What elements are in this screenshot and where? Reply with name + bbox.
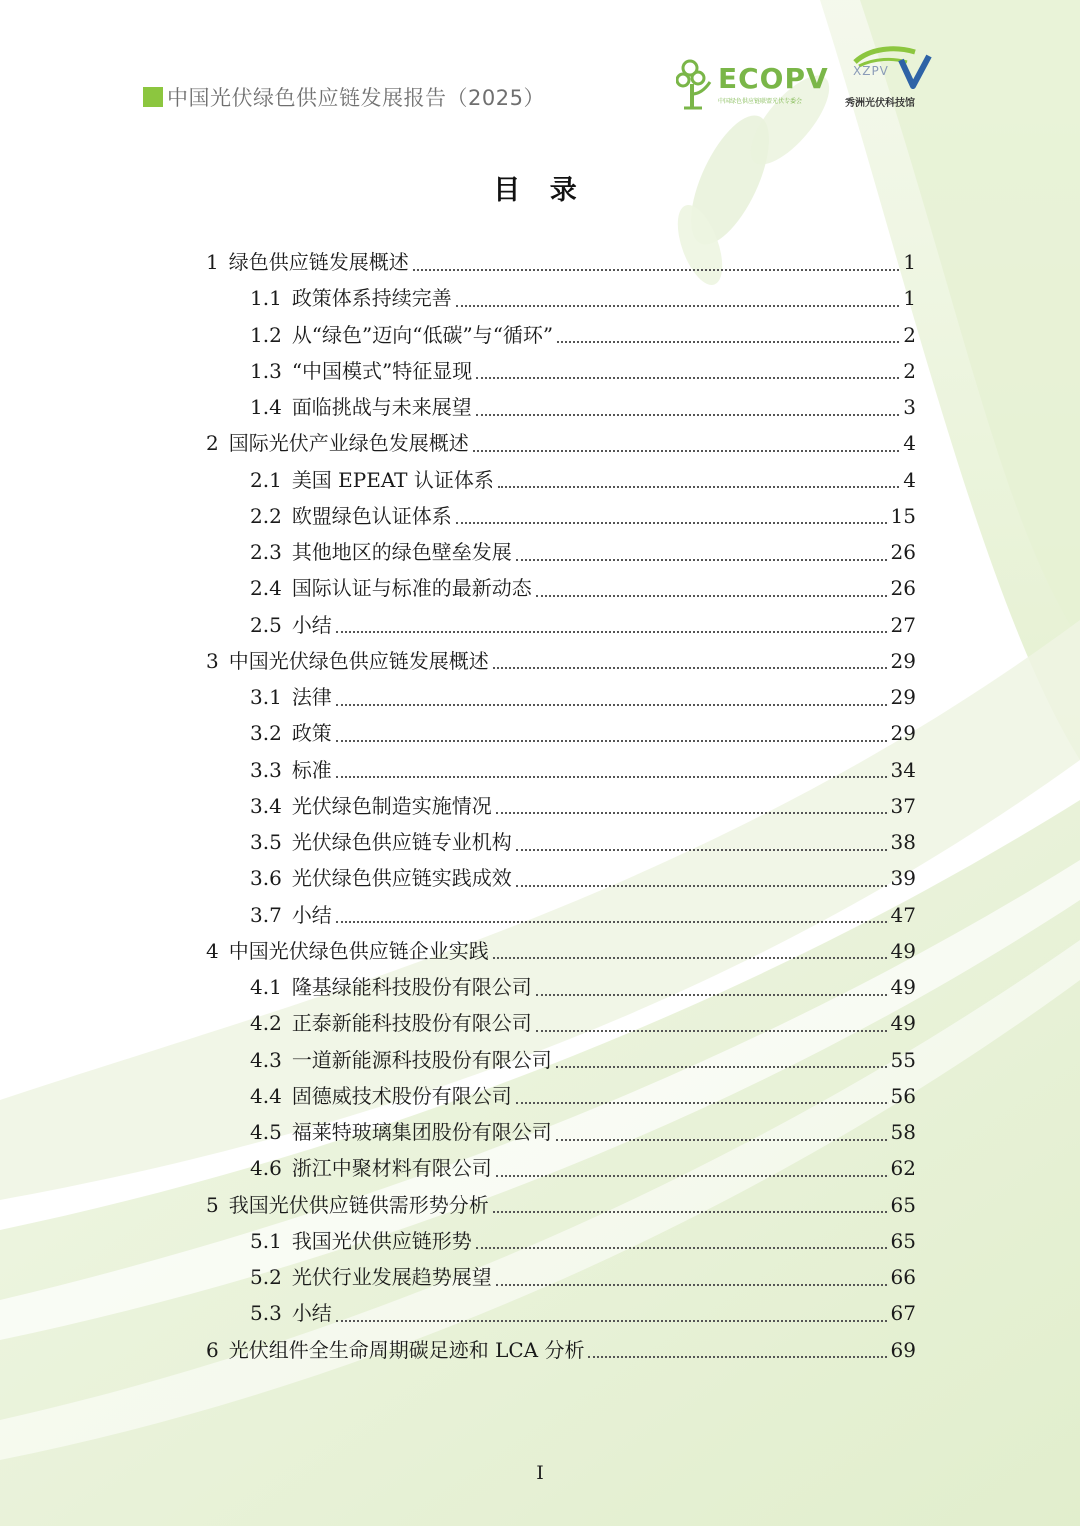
toc-leader-dots — [516, 848, 887, 851]
toc-entry[interactable] — [250, 863, 916, 893]
toc-leader-dots — [516, 1101, 887, 1104]
toc-entry-title: 隆基绿能科技股份有限公司 — [291, 975, 532, 999]
toc-leader-dots — [516, 558, 887, 561]
toc-entry-page: 26 — [890, 540, 916, 564]
toc-entry-page: 34 — [890, 757, 916, 782]
toc-entry-number: 2 — [206, 431, 219, 456]
toc-entry-number: 4 — [206, 938, 219, 963]
toc-entry-number: 4.5 — [250, 1120, 282, 1144]
xzpv-logo — [845, 44, 935, 114]
toc-entry-number: 4.2 — [250, 1011, 282, 1036]
toc-entry[interactable] — [250, 682, 916, 712]
toc-entry-title: 欧盟绿色认证体系 — [291, 503, 452, 528]
toc-leader-dots — [476, 413, 899, 416]
toc-entry-number: 3.2 — [250, 721, 282, 746]
toc-leader-dots — [493, 666, 887, 669]
toc-entry[interactable] — [250, 1226, 916, 1256]
toc-entry-page: 1 — [903, 250, 916, 274]
toc-entry-title: 标准 — [291, 757, 332, 782]
toc-leader-dots — [516, 884, 887, 887]
toc-entry-title: 福莱特玻璃集团股份有限公司 — [291, 1120, 552, 1144]
toc-entry-page: 49 — [890, 975, 916, 999]
toc-entry-number: 5.3 — [250, 1301, 282, 1326]
toc-entry-number: 5.1 — [250, 1228, 282, 1253]
toc-entry-title: 法律 — [291, 685, 332, 709]
toc-entry-title: 政策体系持续完善 — [291, 286, 452, 311]
ecopv-logo-text: ECOPV — [718, 62, 829, 95]
toc-entry-page: 29 — [890, 685, 916, 709]
toc-entry-page: 15 — [890, 503, 916, 528]
toc-entry-title: 我国光伏供应链形势 — [291, 1228, 472, 1253]
toc-leader-dots — [536, 993, 887, 996]
toc-entry[interactable] — [206, 1335, 916, 1365]
toc-leader-dots — [336, 920, 887, 923]
toc-entry-title: 中国光伏绿色供应链企业实践 — [228, 938, 489, 963]
toc-entry-number: 3 — [206, 648, 219, 673]
toc-entry-page: 4 — [903, 467, 916, 492]
toc-entry-page: 58 — [890, 1120, 916, 1144]
toc-entry-number: 4.6 — [250, 1156, 282, 1181]
toc-leader-dots — [476, 1246, 887, 1249]
toc-entry[interactable] — [250, 356, 916, 386]
header-accent-square — [143, 87, 163, 107]
toc-leader-dots — [456, 521, 887, 524]
toc-entry-number: 1.1 — [250, 286, 282, 311]
toc-entry[interactable] — [250, 1045, 916, 1075]
toc-entry[interactable] — [206, 936, 916, 966]
plant-icon — [676, 58, 716, 112]
toc-leader-dots — [456, 304, 899, 307]
toc-leader-dots — [557, 340, 899, 343]
toc-entry-number: 3.1 — [250, 685, 282, 709]
toc-entry[interactable] — [250, 392, 916, 422]
toc-entry[interactable] — [250, 1262, 916, 1292]
toc-entry-page: 66 — [890, 1265, 916, 1289]
toc-entry-page: 1 — [903, 286, 916, 311]
toc-entry-page: 62 — [890, 1156, 916, 1181]
toc-entry-page: 65 — [890, 1228, 916, 1253]
toc-entry-title: 正泰新能科技股份有限公司 — [291, 1011, 532, 1036]
toc-entry-page: 26 — [890, 576, 916, 601]
toc-entry-page: 49 — [890, 1011, 916, 1036]
toc-entry-number: 1.3 — [250, 358, 282, 383]
toc-entry[interactable] — [206, 247, 916, 277]
toc-entry-page: 27 — [890, 612, 916, 637]
xzpv-logo-text: XZPV — [853, 64, 889, 78]
toc-entry-number: 5.2 — [250, 1265, 282, 1289]
toc-entry-title: “中国模式”特征显现 — [291, 358, 473, 383]
toc-entry-page: 47 — [890, 902, 916, 927]
toc-leader-dots — [336, 703, 887, 706]
toc-entry[interactable] — [250, 283, 916, 313]
toc-entry[interactable] — [250, 791, 916, 821]
toc-leader-dots — [536, 1029, 887, 1032]
toc-entry-page: 38 — [890, 830, 916, 854]
toc-entry-number: 3.5 — [250, 830, 282, 854]
toc-entry-page: 55 — [890, 1047, 916, 1072]
toc-entry-number: 1.2 — [250, 322, 282, 347]
toc-leader-dots — [496, 811, 887, 814]
page-number: I — [536, 1462, 544, 1484]
toc-entry[interactable] — [250, 320, 916, 350]
toc-entry-title: 一道新能源科技股份有限公司 — [291, 1047, 552, 1072]
toc-entry-page: 37 — [890, 793, 916, 818]
toc-entry[interactable] — [250, 1117, 916, 1147]
toc-entry-title: 政策 — [291, 721, 332, 746]
ecopv-logo-subtitle: 中国绿色供应链联盟光伏专委会 — [718, 98, 803, 105]
toc-entry[interactable] — [250, 1153, 916, 1183]
toc-entry[interactable] — [206, 646, 916, 676]
toc-entry-title: 其他地区的绿色壁垒发展 — [291, 540, 512, 564]
toc-entry-page: 4 — [903, 431, 916, 456]
toc-entry-title: 固德威技术股份有限公司 — [291, 1083, 512, 1108]
toc-entry-number: 6 — [206, 1337, 219, 1362]
toc-entry[interactable] — [250, 718, 916, 748]
toc-entry-number: 2.2 — [250, 503, 282, 528]
toc-entry-title: 光伏绿色供应链专业机构 — [291, 830, 512, 854]
toc-entry-number: 2.3 — [250, 540, 282, 564]
toc-entry-number: 2.1 — [250, 467, 282, 492]
toc-entry-number: 1.4 — [250, 395, 282, 419]
toc-title: 目 录 — [493, 175, 587, 206]
report-header — [143, 82, 545, 112]
toc-entry-number: 2.5 — [250, 612, 282, 637]
toc-entry-page: 56 — [890, 1083, 916, 1108]
toc-entry-page: 65 — [890, 1192, 916, 1217]
toc-leader-dots — [336, 1319, 887, 1322]
toc-entry-page: 67 — [890, 1301, 916, 1326]
toc-entry[interactable] — [250, 972, 916, 1002]
toc-entry-page: 3 — [903, 395, 916, 419]
toc-leader-dots — [498, 485, 899, 488]
toc-leader-dots — [413, 268, 900, 271]
toc-entry-number: 5 — [206, 1192, 219, 1217]
toc-entry-title: 浙江中聚材料有限公司 — [291, 1156, 492, 1181]
toc-entry-title: 面临挑战与未来展望 — [291, 395, 472, 419]
toc-entry-number: 3.4 — [250, 793, 282, 818]
toc-leader-dots — [588, 1355, 886, 1358]
toc-leader-dots — [496, 1174, 887, 1177]
toc-entry[interactable] — [250, 573, 916, 603]
toc-entry-page: 39 — [890, 866, 916, 891]
toc-entry-title: 光伏绿色制造实施情况 — [291, 793, 492, 818]
toc-leader-dots — [556, 1138, 887, 1141]
toc-entry[interactable] — [250, 827, 916, 857]
toc-leader-dots — [536, 594, 887, 597]
toc-entry-title: 绿色供应链发展概述 — [228, 250, 409, 274]
toc-leader-dots — [493, 956, 887, 959]
toc-leader-dots — [336, 739, 887, 742]
toc-entry-title: 我国光伏供应链供需形势分析 — [228, 1192, 489, 1217]
toc-leader-dots — [336, 775, 887, 778]
toc-entry[interactable] — [250, 501, 916, 531]
toc-entry[interactable] — [250, 610, 916, 640]
toc-entry-number: 4.1 — [250, 975, 282, 999]
toc-entry-title: 小结 — [291, 902, 332, 927]
toc-entry-number: 4.3 — [250, 1047, 282, 1072]
toc-entry-title: 国际光伏产业绿色发展概述 — [228, 431, 469, 456]
toc-entry-title: 国际认证与标准的最新动态 — [291, 576, 532, 601]
toc-entry-page: 49 — [890, 938, 916, 963]
toc-entry-title: 从“绿色”迈向“低碳”与“循环” — [291, 322, 554, 347]
toc-entry-number: 1 — [206, 250, 219, 274]
toc-leader-dots — [496, 1283, 887, 1286]
toc-entry[interactable] — [206, 428, 916, 458]
toc-entry-page: 69 — [890, 1337, 916, 1362]
toc-entry-page: 29 — [890, 721, 916, 746]
toc-entry[interactable] — [250, 755, 916, 785]
toc-entry-page: 2 — [903, 322, 916, 347]
toc-entry-number: 3.3 — [250, 757, 282, 782]
ecopv-logo — [676, 58, 829, 112]
toc-entry-page: 2 — [903, 358, 916, 383]
toc-entry-title: 小结 — [291, 612, 332, 637]
toc-entry[interactable] — [250, 465, 916, 495]
toc-entry-number: 4.4 — [250, 1083, 282, 1108]
toc-entry-number: 3.6 — [250, 866, 282, 891]
toc-entry-page: 29 — [890, 648, 916, 673]
toc-entry-title: 光伏绿色供应链实践成效 — [291, 866, 512, 891]
toc-leader-dots — [493, 1210, 887, 1213]
toc-leader-dots — [473, 449, 900, 452]
toc-entry[interactable] — [250, 537, 916, 567]
toc-entry-title: 光伏行业发展趋势展望 — [291, 1265, 492, 1289]
toc-entry-title: 美国 EPEAT 认证体系 — [291, 467, 494, 492]
toc-entry-number: 3.7 — [250, 902, 282, 927]
toc-leader-dots — [336, 630, 887, 633]
toc-leader-dots — [476, 376, 899, 379]
toc-entry[interactable] — [250, 1298, 916, 1328]
toc-entry-title: 光伏组件全生命周期碳足迹和 LCA 分析 — [228, 1337, 585, 1362]
toc-entry-number: 2.4 — [250, 576, 282, 601]
toc-entry[interactable] — [250, 1008, 916, 1038]
toc-entry[interactable] — [206, 1190, 916, 1220]
xzpv-logo-subtitle: 秀洲光伏科技馆 — [845, 98, 915, 109]
toc-leader-dots — [556, 1065, 887, 1068]
toc-entry-title: 中国光伏绿色供应链发展概述 — [228, 648, 489, 673]
toc-entry-title: 小结 — [291, 1301, 332, 1326]
toc-entry[interactable] — [250, 1081, 916, 1111]
report-title: 中国光伏绿色供应链发展报告（2025） — [167, 86, 545, 110]
toc-entry[interactable] — [250, 900, 916, 930]
